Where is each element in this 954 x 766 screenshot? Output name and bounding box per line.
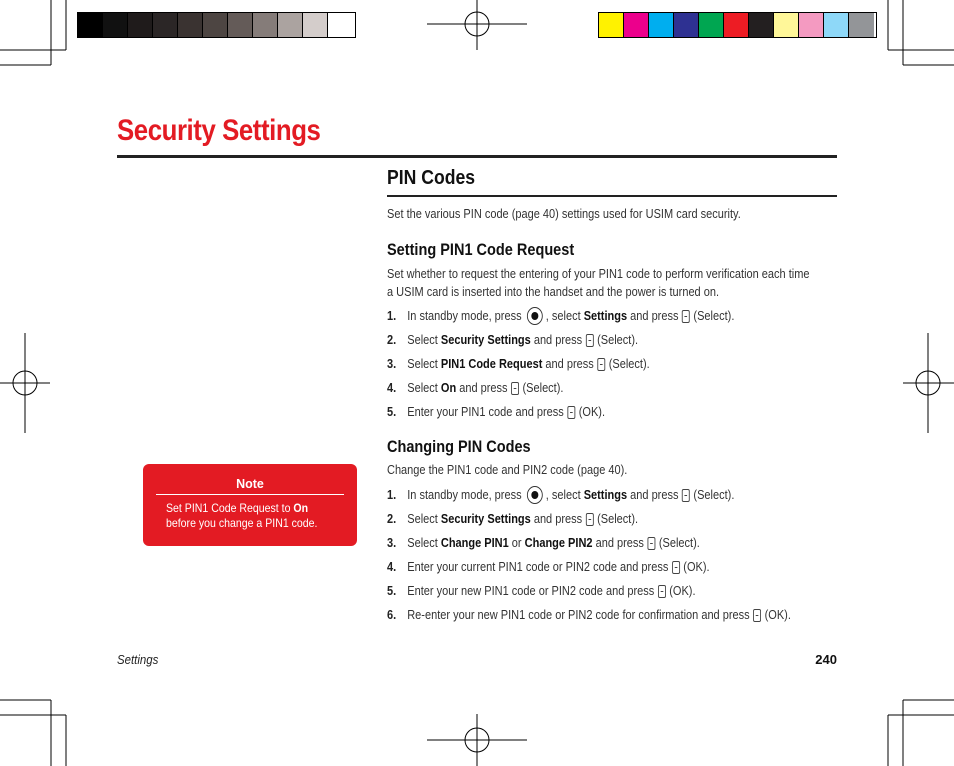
note-line1-text: Set PIN1 Code Request to [166, 501, 291, 515]
process-swatch [674, 13, 699, 37]
grayscale-swatch [78, 13, 103, 37]
section-title: PIN Codes [387, 167, 476, 189]
pin1-step-1 [387, 307, 734, 325]
pin1-step-4 [387, 379, 563, 397]
step-text: Enter your PIN1 code and press [407, 405, 564, 419]
step-text: and press [545, 357, 594, 371]
step-bold: Security Settings [440, 333, 531, 347]
grayscale-swatch [153, 13, 178, 37]
step-text: Select [407, 333, 438, 347]
step-text: (Select). [522, 381, 564, 395]
note-box [143, 464, 357, 546]
change-step-6 [387, 606, 791, 624]
pin1-request-heading: Setting PIN1 Code Request [387, 241, 575, 259]
page-number: 240 [815, 652, 837, 667]
step-text: (OK). [669, 584, 696, 598]
grayscale-swatch [203, 13, 228, 37]
step-text: Select [407, 536, 438, 550]
step-text: and press [630, 309, 679, 323]
step-text: and press [533, 512, 583, 526]
step-bold: On [440, 381, 457, 395]
step-number: 2. [387, 512, 397, 526]
process-swatch [649, 13, 674, 37]
registration-mark-bottom [427, 714, 527, 766]
grayscale-swatch [328, 13, 353, 37]
change-step-2 [387, 510, 638, 528]
section-divider [387, 195, 837, 197]
step-number: 6. [387, 608, 397, 622]
step-text: (OK). [683, 560, 710, 574]
center-key-icon [527, 307, 543, 325]
process-swatch [749, 13, 774, 37]
step-text: Select [407, 512, 438, 526]
step-number: 5. [387, 405, 397, 419]
step-text: and press [630, 488, 679, 502]
step-text: Select [407, 357, 438, 371]
footer-section-name: Settings [117, 652, 159, 667]
grayscale-swatch [103, 13, 128, 37]
change-step-5 [387, 582, 696, 600]
soft-key-icon [647, 537, 655, 550]
registration-mark-right [903, 333, 954, 433]
soft-key-icon [597, 358, 605, 371]
step-bold: Settings [583, 488, 628, 502]
grayscale-swatch [278, 13, 303, 37]
change-pin-desc: Change the PIN1 code and PIN2 code (page 40). [387, 463, 628, 477]
title-divider [117, 155, 837, 158]
step-text: (Select). [693, 488, 735, 502]
step-text: , select [545, 488, 581, 502]
step-number: 2. [387, 333, 397, 347]
process-swatch [699, 13, 724, 37]
intro-text: Set the various PIN code (page 40) settings used for USIM card security. [387, 207, 741, 221]
step-number: 4. [387, 560, 397, 574]
step-text: (OK). [578, 405, 606, 419]
soft-key-icon [567, 406, 575, 419]
step-text: Enter your new PIN1 code or PIN2 code and press [407, 584, 655, 598]
step-text: In standby mode, press [407, 309, 522, 323]
process-swatch [799, 13, 824, 37]
step-bold: Change PIN1 [440, 536, 509, 550]
soft-key-icon [672, 561, 680, 574]
step-text: Select [407, 381, 438, 395]
step-text: (OK). [764, 608, 791, 622]
soft-key-icon [658, 585, 666, 598]
soft-key-icon [682, 489, 690, 502]
step-number: 1. [387, 309, 397, 323]
soft-key-icon [753, 609, 761, 622]
note-line1-bold: On [293, 501, 309, 515]
step-text: (Select). [693, 309, 735, 323]
step-text: (Select). [608, 357, 650, 371]
process-swatch [624, 13, 649, 37]
soft-key-icon [511, 382, 519, 395]
process-swatch [724, 13, 749, 37]
note-text [166, 501, 317, 531]
step-text: (Select). [597, 512, 639, 526]
process-swatch [599, 13, 624, 37]
step-bold: PIN1 Code Request [440, 357, 543, 371]
process-swatch [774, 13, 799, 37]
change-pin-heading: Changing PIN Codes [387, 438, 531, 456]
step-number: 3. [387, 357, 397, 371]
step-bold: Change PIN2 [524, 536, 593, 550]
change-step-1 [387, 486, 734, 504]
step-number: 5. [387, 584, 397, 598]
pin1-request-desc-line2: a USIM card is inserted into the handset and the power is turned on. [387, 285, 720, 299]
soft-key-icon [586, 334, 594, 347]
soft-key-icon [682, 310, 690, 323]
note-line2-text: before you change a PIN1 code. [166, 516, 318, 530]
process-color-bar [598, 12, 877, 38]
step-text: Re-enter your new PIN1 code or PIN2 code for confirmation and press [407, 608, 750, 622]
process-swatch [849, 13, 874, 37]
note-divider [156, 494, 344, 495]
registration-mark-left [0, 333, 50, 433]
step-text: (Select). [658, 536, 700, 550]
change-step-4 [387, 558, 710, 576]
note-title: Note [236, 477, 264, 491]
registration-mark-top [427, 0, 527, 50]
step-text: (Select). [597, 333, 639, 347]
pin1-request-desc-line1: Set whether to request the entering of your PIN1 code to perform verification each time [387, 267, 810, 281]
step-text: In standby mode, press [407, 488, 522, 502]
step-text: or [511, 536, 522, 550]
change-step-3 [387, 534, 700, 552]
grayscale-swatch [128, 13, 153, 37]
grayscale-swatch [178, 13, 203, 37]
step-text: , select [545, 309, 581, 323]
soft-key-icon [586, 513, 594, 526]
step-number: 4. [387, 381, 397, 395]
grayscale-swatch [228, 13, 253, 37]
grayscale-swatch [303, 13, 328, 37]
page-title: Security Settings [117, 114, 321, 147]
step-text: Enter your current PIN1 code or PIN2 code and press [407, 560, 669, 574]
pin1-step-3 [387, 355, 650, 373]
process-swatch [824, 13, 849, 37]
step-number: 1. [387, 488, 397, 502]
center-key-icon [527, 486, 543, 504]
grayscale-swatch [253, 13, 278, 37]
step-bold: Settings [583, 309, 628, 323]
step-bold: Security Settings [440, 512, 531, 526]
pin1-step-2 [387, 331, 638, 349]
step-number: 3. [387, 536, 397, 550]
step-text: and press [459, 381, 508, 395]
pin1-step-5 [387, 403, 605, 421]
grayscale-color-bar [77, 12, 356, 38]
step-text: and press [595, 536, 644, 550]
step-text: and press [533, 333, 583, 347]
